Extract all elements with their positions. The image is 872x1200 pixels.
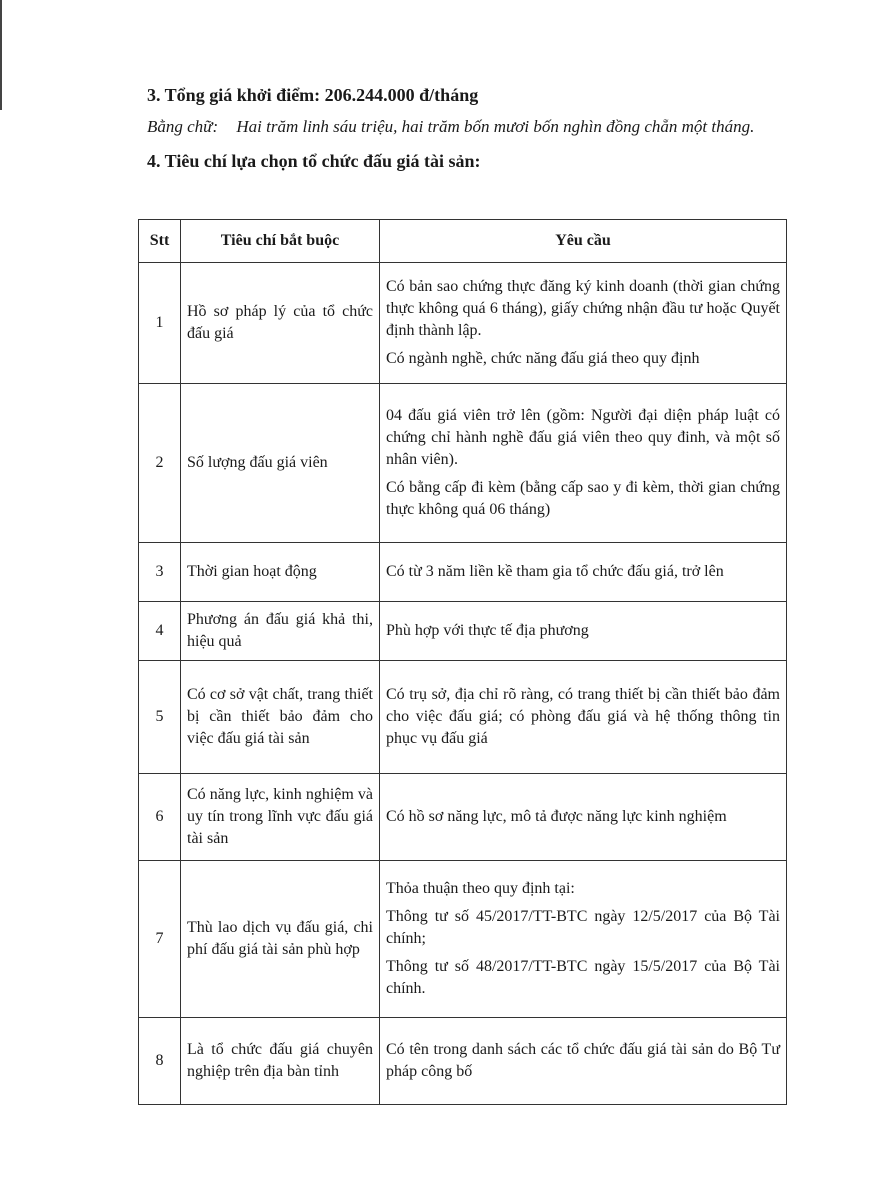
table-row bbox=[139, 774, 787, 861]
row-criterion: Thù lao dịch vụ đấu giá, chi phí đấu giá tài sản phù hợp bbox=[181, 861, 380, 1018]
table-row bbox=[139, 602, 787, 661]
document-body bbox=[147, 82, 787, 174]
requirement-text: Phù hợp với thực tế địa phương bbox=[386, 622, 589, 639]
row-criterion: Phương án đấu giá khả thi, hiệu quả bbox=[181, 602, 380, 661]
table-row bbox=[139, 263, 787, 384]
row-criterion: Thời gian hoạt động bbox=[181, 543, 380, 602]
table-row bbox=[139, 661, 787, 774]
row-requirements bbox=[380, 602, 787, 661]
table-row bbox=[139, 1018, 787, 1105]
row-requirements bbox=[380, 661, 787, 774]
row-criterion: Có cơ sở vật chất, trang thiết bị cần thiết bảo đảm cho việc đấu giá tài sản bbox=[181, 661, 380, 774]
requirement-text: 04 đấu giá viên trở lên (gồm: Người đại diện pháp luật có chứng chỉ hành nghề đấu giá viên theo quy đinh, và một số nhân viên). bbox=[386, 407, 780, 468]
header-stt: Stt bbox=[139, 220, 181, 263]
amount-in-words-value: Hai trăm linh sáu triệu, hai trăm bốn mươi bốn nghìn đồng chẵn một tháng. bbox=[236, 117, 755, 136]
requirement-text: Thông tư số 45/2017/TT-BTC ngày 12/5/2017 của Bộ Tài chính; bbox=[386, 908, 780, 947]
row-criterion: Là tổ chức đấu giá chuyên nghiệp trên địa bàn tỉnh bbox=[181, 1018, 380, 1105]
requirement-text: Có trụ sở, địa chỉ rõ ràng, có trang thiết bị cần thiết bảo đảm cho việc đấu giá; có phòng đấu giá và hệ thống thông tin phục vụ đấu giá bbox=[386, 686, 780, 747]
row-stt: 4 bbox=[139, 602, 181, 661]
requirement-text: Thỏa thuận theo quy định tại: bbox=[386, 880, 575, 897]
table-row bbox=[139, 384, 787, 543]
criteria-table bbox=[138, 219, 787, 1105]
section-4-heading: 4. Tiêu chí lựa chọn tổ chức đấu giá tài sản: bbox=[147, 151, 481, 171]
table-header-row bbox=[139, 220, 787, 263]
table-row bbox=[139, 543, 787, 602]
row-requirements bbox=[380, 774, 787, 861]
row-requirements bbox=[380, 263, 787, 384]
table-row bbox=[139, 861, 787, 1018]
row-criterion: Hồ sơ pháp lý của tổ chức đấu giá bbox=[181, 263, 380, 384]
requirement-text: Có bản sao chứng thực đăng ký kinh doanh (thời gian chứng thực không quá 6 tháng), giấy chứng nhận đầu tư hoặc Quyết định thành lập. bbox=[386, 278, 780, 339]
row-requirements bbox=[380, 384, 787, 543]
row-stt: 3 bbox=[139, 543, 181, 602]
row-criterion: Có năng lực, kinh nghiệm và uy tín trong lĩnh vực đấu giá tài sản bbox=[181, 774, 380, 861]
row-stt: 8 bbox=[139, 1018, 181, 1105]
row-stt: 2 bbox=[139, 384, 181, 543]
row-stt: 7 bbox=[139, 861, 181, 1018]
scan-edge-mark bbox=[0, 0, 2, 110]
requirement-text: Có tên trong danh sách các tổ chức đấu giá tài sản do Bộ Tư pháp công bố bbox=[386, 1041, 780, 1080]
section-3-heading: 3. Tổng giá khởi điểm: 206.244.000 đ/tháng bbox=[147, 85, 479, 105]
requirement-text: Có ngành nghề, chức năng đấu giá theo quy định bbox=[386, 350, 700, 367]
requirement-text: Có hồ sơ năng lực, mô tả được năng lực kinh nghiệm bbox=[386, 808, 727, 825]
row-stt: 1 bbox=[139, 263, 181, 384]
amount-in-words-label: Bằng chữ: bbox=[147, 117, 219, 136]
requirement-text: Có từ 3 năm liền kề tham gia tổ chức đấu giá, trở lên bbox=[386, 563, 724, 580]
requirement-text: Thông tư số 48/2017/TT-BTC ngày 15/5/2017 của Bộ Tài chính. bbox=[386, 958, 780, 997]
header-criterion: Tiêu chí bắt buộc bbox=[181, 220, 380, 263]
header-requirement: Yêu cầu bbox=[380, 220, 787, 263]
row-criterion: Số lượng đấu giá viên bbox=[181, 384, 380, 543]
row-requirements bbox=[380, 1018, 787, 1105]
row-requirements bbox=[380, 861, 787, 1018]
row-requirements bbox=[380, 543, 787, 602]
amount-in-words bbox=[147, 114, 787, 140]
row-stt: 5 bbox=[139, 661, 181, 774]
requirement-text: Có bằng cấp đi kèm (bằng cấp sao y đi kèm, thời gian chứng thực không quá 06 tháng) bbox=[386, 479, 780, 518]
row-stt: 6 bbox=[139, 774, 181, 861]
